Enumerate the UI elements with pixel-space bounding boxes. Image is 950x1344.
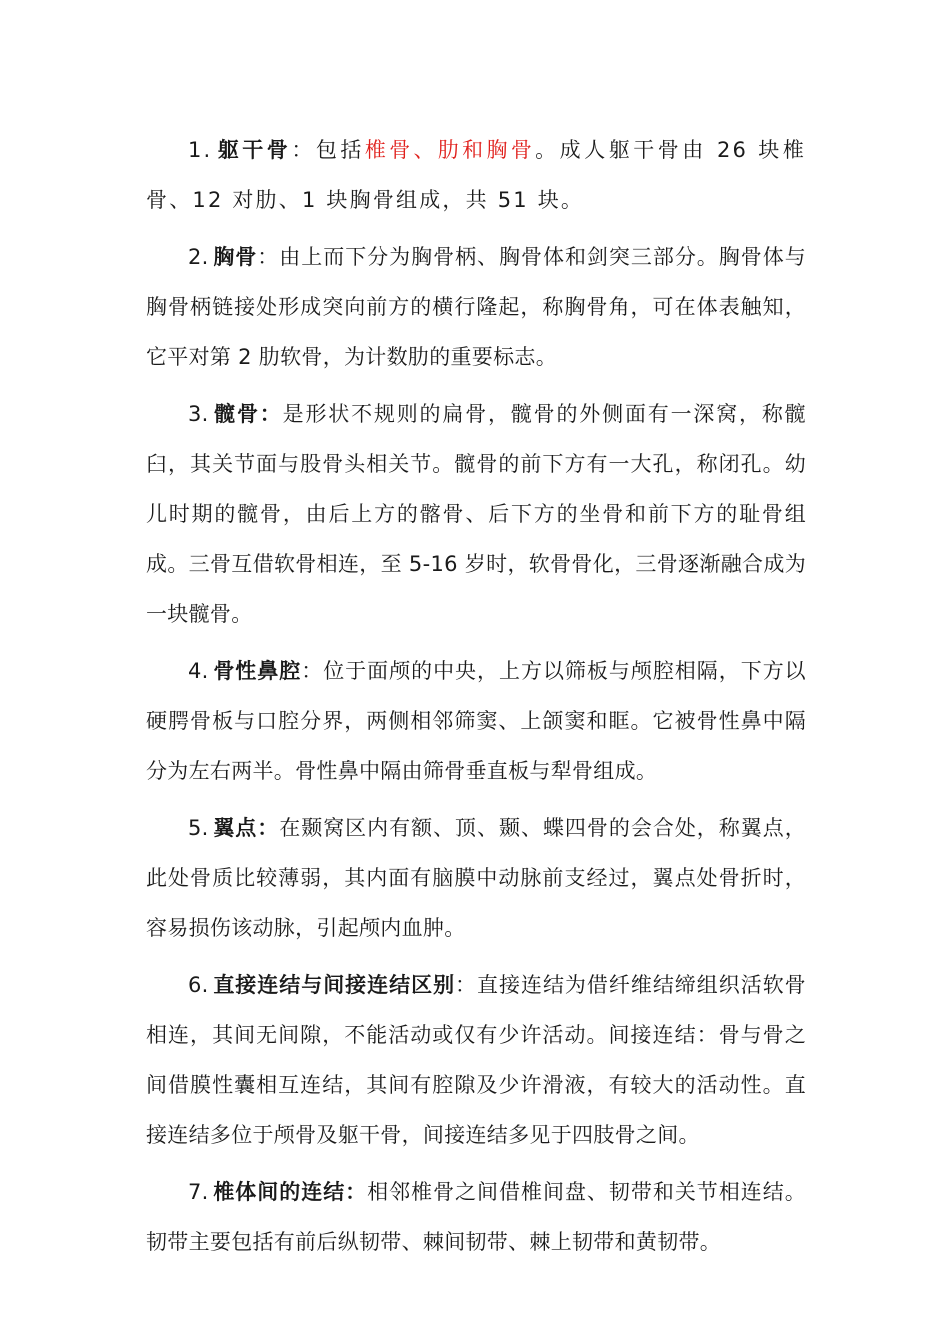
item-text: 位于面颅的中央，上方以筛板与颅腔相隔，下方以硬腭骨板与口腔分界，两侧相邻筛窦、上颌窦和眶。它被骨性鼻中隔分为左右两半。骨性鼻中隔由筛骨垂直板与犁骨组成。	[146, 659, 806, 783]
paragraph-7	[146, 1167, 806, 1267]
paragraph-3	[146, 389, 806, 639]
paragraph-4	[146, 646, 806, 796]
item-term: 直接连结与间接连结区别	[212, 973, 456, 997]
paragraph-1	[146, 125, 806, 225]
item-colon: ：	[455, 973, 478, 997]
item-colon: ：	[301, 659, 324, 683]
paragraph-6	[146, 960, 806, 1160]
paragraph-5	[146, 803, 806, 953]
item-number: 2.	[188, 245, 209, 269]
item-term: 椎体间的连结：	[212, 1180, 368, 1204]
item-number: 5.	[188, 816, 209, 840]
item-number: 6.	[188, 973, 209, 997]
item-term: 翼点：	[212, 816, 280, 840]
item-text: 由上而下分为胸骨柄、胸骨体和剑突三部分。胸骨体与胸骨柄链接处形成突向前方的横行隆起，称胸骨角，可在体表触知，它平对第 2 肋软骨，为计数肋的重要标志。	[146, 245, 806, 369]
item-text: 在颞窝区内有额、顶、颞、蝶四骨的会合处，称翼点，此处骨质比较薄弱，其内面有脑膜中动脉前支经过，翼点处骨折时，容易损伤该动脉，引起颅内血肿。	[146, 816, 806, 940]
item-number: 4.	[188, 659, 209, 683]
item-lead: 包括	[315, 138, 365, 162]
item-number: 3.	[188, 402, 209, 426]
document-page	[146, 125, 806, 1274]
item-term: 髋骨：	[212, 402, 283, 426]
item-text: 直接连结为借纤维结缔组织活软骨相连，其间无间隙，不能活动或仅有少许活动。间接连结：骨与骨之间借膜性囊相互连结，其间有腔隙及少许滑液，有较大的活动性。直接连结多位于颅骨及躯干骨，间接连结多见于四肢骨之间。	[146, 973, 806, 1147]
item-text: 是形状不规则的扁骨，髋骨的外侧面有一深窝，称髋臼，其关节面与股骨头相关节。髋骨的前下方有一大孔，称闭孔。幼儿时期的髋骨，由后上方的髂骨、后下方的坐骨和前下方的耻骨组成。三骨互借软骨相连，至 5-16 岁时，软骨骨化，三骨逐渐融合成为一块髋骨。	[146, 402, 806, 626]
item-term: 胸骨	[212, 245, 258, 269]
item-text: 相邻椎骨之间借椎间盘、韧带和关节相连结。韧带主要包括有前后纵韧带、棘间韧带、棘上韧带和黄韧带。	[146, 1180, 806, 1254]
paragraph-2	[146, 232, 806, 382]
item-number: 7.	[188, 1180, 209, 1204]
item-colon: ：	[291, 138, 316, 162]
item-colon: ：	[257, 245, 280, 269]
item-term: 躯干骨	[216, 138, 292, 162]
item-text: 。成人躯干骨由 26 块椎骨、12 对肋、1 块胸骨组成，共 51 块。	[146, 138, 807, 212]
item-number: 1.	[188, 138, 213, 162]
highlighted-text: 椎骨、肋和胸骨	[364, 138, 536, 162]
item-term: 骨性鼻腔	[212, 659, 302, 683]
